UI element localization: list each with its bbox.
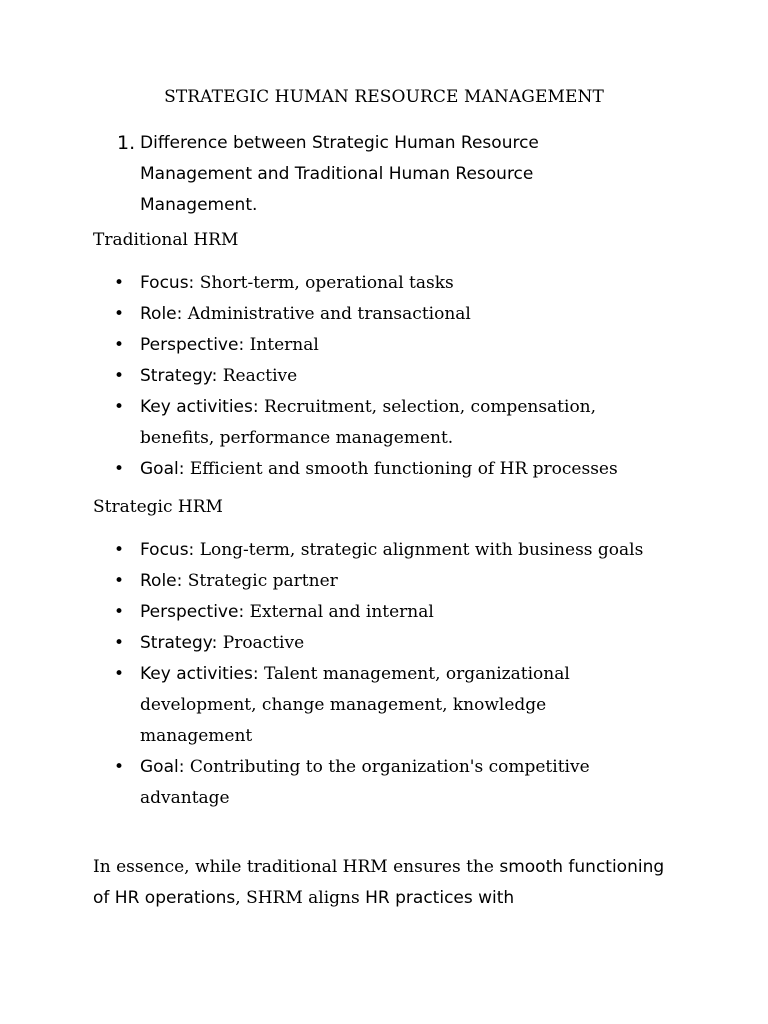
item-label: Goal: (140, 459, 185, 479)
item-text: Talent management, organizational development, change management, knowledge management (140, 664, 570, 746)
item-label: Key activities: (140, 397, 259, 417)
bullet-icon: • (114, 304, 125, 324)
bullet-icon: • (114, 273, 125, 293)
list-item (0, 454, 660, 485)
bullet-icon: • (114, 633, 125, 653)
item-label: Key activities: (140, 664, 259, 684)
bullet-icon: • (114, 571, 125, 591)
bullet-icon: • (114, 366, 125, 386)
question-number: 1. (117, 132, 136, 154)
item-text: Short-term, operational tasks (199, 273, 454, 293)
traditional-hrm-heading: Traditional HRM (93, 230, 239, 250)
item-text: Efficient and smooth functioning of HR processes (189, 459, 618, 479)
list-item (0, 597, 660, 628)
essence-highlight-1: smooth functioning of HR operations (93, 857, 665, 908)
bullet-icon: • (114, 757, 125, 777)
essence-highlight-2: HR practices with (365, 888, 515, 908)
bullet-icon: • (114, 664, 125, 684)
list-item (0, 752, 660, 814)
item-text: Administrative and transactional (187, 304, 471, 324)
item-text: Reactive (222, 366, 298, 386)
essence-text-2: , SHRM aligns (235, 888, 366, 908)
item-text: Internal (249, 335, 319, 355)
list-item (0, 566, 660, 597)
list-item (0, 392, 660, 454)
item-label: Strategy: (140, 366, 218, 386)
bullet-icon: • (114, 335, 125, 355)
bullet-icon: • (114, 602, 125, 622)
item-label: Perspective: (140, 335, 245, 355)
item-label: Role: (140, 571, 183, 591)
list-item (0, 361, 660, 392)
item-text: Proactive (222, 633, 305, 653)
strategic-hrm-heading: Strategic HRM (93, 497, 223, 517)
list-item (0, 535, 660, 566)
essence-paragraph (93, 852, 683, 914)
item-text: Long-term, strategic alignment with business goals (199, 540, 644, 560)
item-text: Recruitment, selection, compensation, benefits, performance management. (140, 397, 597, 448)
item-label: Goal: (140, 757, 185, 777)
bullet-icon: • (114, 459, 125, 479)
essence-text-1: In essence, while traditional HRM ensures the (93, 857, 500, 877)
item-label: Focus: (140, 540, 195, 560)
list-item (0, 299, 660, 330)
question-text: Difference between Strategic Human Resource Management and Traditional Human Resource Management. (140, 133, 539, 215)
numbered-question (117, 128, 637, 221)
document-title: STRATEGIC HUMAN RESOURCE MANAGEMENT (164, 87, 604, 107)
item-label: Perspective: (140, 602, 245, 622)
bullet-icon: • (114, 397, 125, 417)
traditional-hrm-list (0, 268, 768, 485)
item-label: Focus: (140, 273, 195, 293)
strategic-hrm-list (0, 535, 768, 814)
item-label: Role: (140, 304, 183, 324)
item-text: External and internal (249, 602, 434, 622)
list-item (0, 330, 660, 361)
list-item (0, 659, 660, 752)
item-text: Contributing to the organization's competitive advantage (140, 757, 590, 808)
list-item (0, 628, 660, 659)
item-text: Strategic partner (187, 571, 338, 591)
bullet-icon: • (114, 540, 125, 560)
list-item (0, 268, 660, 299)
item-label: Strategy: (140, 633, 218, 653)
